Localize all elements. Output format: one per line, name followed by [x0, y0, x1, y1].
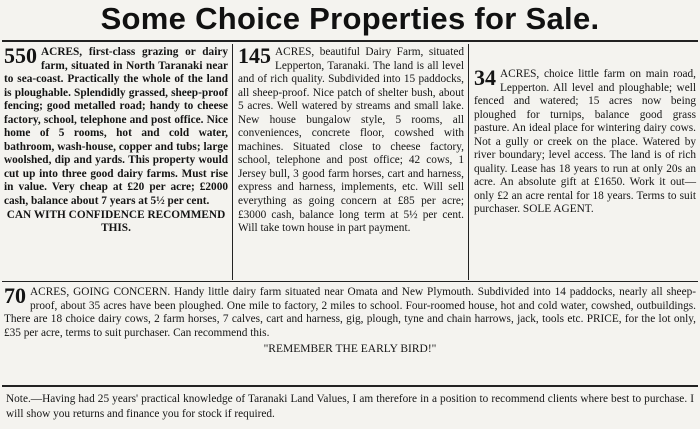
listing-145-acres	[238, 43, 464, 236]
listing-description: ACRES, first-class grazing or dairy farm, situated in North Taranaki near to sea-coast. Practically the whole of the land is ploughable. Splendidly grassed, sheep-proof fencing; good metalled road; handy to cheese factory, school, telephone and post office. Nice home of 5 rooms, hot and cold water, bathroom, wash-house, copper and tubs; large woolshed, dip and yards. This property would cut up into three good dairy farms. Must rise in value. Very cheap at £20 per acre; £2000 cash, balance about 7 years at 5½ per cent.	[4, 46, 228, 208]
rule-vertical-1	[232, 44, 233, 280]
listing-number: 145	[238, 43, 271, 68]
listing-number: 70	[4, 283, 26, 308]
listing-number: 550	[4, 43, 37, 68]
listing-recommendation: CAN WITH CONFIDENCE RECOMMEND THIS.	[6, 208, 226, 235]
listing-70-acres	[4, 283, 696, 357]
page-title: Some Choice Properties for Sale.	[100, 1, 600, 36]
listing-number: 34	[474, 65, 496, 90]
listing-description: ACRES, beautiful Dairy Farm, situated Lepperton, Taranaki. The land is all level and of rich quality. Subdivided into 15 paddocks, all sheep-proof. Nice patch of shelter bush, about 5 acres. Well watered by streams and small lake. New house bungalow style, 5 rooms, all conveniences, concrete floor, cowshed with machines. Situated close to cheese factory, school, telephone and post office; 42 cows, 1 Jersey bull, 3 good farm horses, cart and harness, express and harness, implements, etc. Will sell everything as going concern at £85 per acre; £3000 cash, balance long term at 5½ per cent. Will take town house in part payment.	[238, 46, 464, 235]
listing-description: ACRES, GOING CONCERN. Handy little dairy farm situated near Omata and New Plymouth. Subdivided into 14 paddocks, nearly all sheep-proof, about 35 acres have been ploughed. One mile to factory, 2 miles to school. Four-roomed house, hot and cold water, cowshed, outbuildings. There are 18 choice dairy cows, 2 farm horses, 7 calves, cart and harness, gig, plough, tyne and chain harrows, jack, tools etc. PRICE, for the lot only, £35 per acre, terms to suit purchaser. Can recommend this.	[4, 286, 696, 339]
agent-note: Note.—Having had 25 years' practical knowledge of Taranaki Land Values, I am therefore in a position to recommend clients where best to purchase. I will show you returns and finance you for stock if required.	[6, 393, 694, 420]
listing-34-acres	[474, 65, 696, 217]
rule-top	[2, 40, 698, 42]
rule-bottom	[2, 385, 698, 387]
listing-550-acres	[4, 43, 228, 236]
rule-vertical-2	[468, 44, 469, 280]
listing-description: ACRES, choice little farm on main road, Lepperton. All level and ploughable; well fenced and watered; 15 acres now being ploughed for turnips, balance good grass pasture. An ideal place for wintering dairy cows. Not a gully or creek on the place. Watered by river boundary; level access. The land is of rich quality. Lease has 18 years to run at only 20s an acre. An absolute gift at £1650. Work it out—only £2 an acre rental for 18 years. Terms to suit purchaser. SOLE AGENT.	[474, 68, 696, 216]
rule-middle	[2, 281, 698, 282]
slogan: "REMEMBER THE EARLY BIRD!"	[263, 343, 437, 356]
